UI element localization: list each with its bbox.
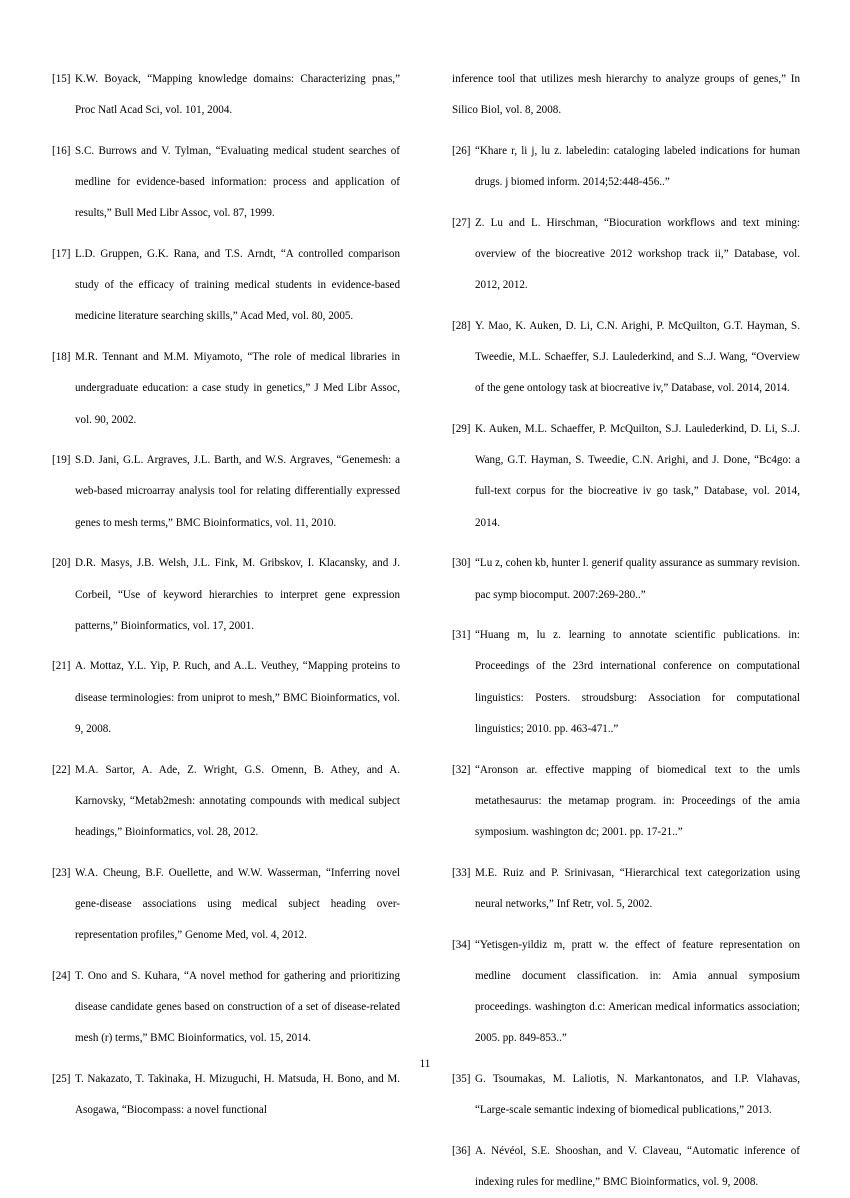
reference-text: “Aronson ar. effective mapping of biomedical text to the umls metathesaurus: the metamap program. in: Proceedings of the amia symposium. washington dc; 2001. pp. 17-21..” xyxy=(475,763,800,838)
left-column xyxy=(52,64,400,1117)
reference-text: M.A. Sartor, A. Ade, Z. Wright, G.S. Omenn, B. Athey, and A. Karnovsky, “Metab2mesh: annotating compounds with medical subject headings,” Bioinformatics, vol. 28, 2012. xyxy=(75,763,400,838)
reference-entry xyxy=(452,311,800,405)
reference-entry xyxy=(452,136,800,198)
reference-text: “Huang m, lu z. learning to annotate scientific publications. in: Proceedings of the 23rd international conference on computational linguistics: Posters. stroudsburg: Association for computational linguistics; 2010. pp. 463-471..” xyxy=(475,629,800,735)
reference-label: [36] xyxy=(452,1144,471,1157)
two-column-body xyxy=(52,64,800,1188)
reference-entry xyxy=(52,548,400,642)
reference-label: [17] xyxy=(52,248,71,261)
reference-text: “Lu z, cohen kb, hunter l. generif quality assurance as summary revision. pac symp biocomput. 2007:269-280..” xyxy=(475,557,800,601)
reference-label: [29] xyxy=(452,423,471,436)
reference-text: A. Névéol, S.E. Shooshan, and V. Claveau, “Automatic inference of indexing rules for medline,” BMC Bioinformatics, vol. 9, 2008. xyxy=(475,1144,800,1188)
reference-text: A. Mottaz, Y.L. Yip, P. Ruch, and A..L. Veuthey, “Mapping proteins to disease terminologies: from uniprot to mesh,” BMC Bioinformatics, vol. 9, 2008. xyxy=(75,660,400,735)
reference-label: [32] xyxy=(452,763,471,776)
reference-text: “Yetisgen-yildiz m, pratt w. the effect of feature representation on medline document classification. in: Amia annual symposium proceedings. washington d.c: American medical informatics association; 2005. pp. 849-853..” xyxy=(475,938,800,1045)
reference-entry xyxy=(452,1136,800,1198)
reference-entry xyxy=(52,755,400,849)
reference-label: [27] xyxy=(452,216,471,229)
reference-entry xyxy=(52,1064,400,1126)
reference-label: [26] xyxy=(452,144,471,157)
reference-text: S.C. Burrows and V. Tylman, “Evaluating medical student searches of medline for evidence-based information: process and application of results,” Bull Med Libr Assoc, vol. 87, 1999. xyxy=(75,144,400,220)
reference-label: [22] xyxy=(52,763,71,776)
reference-text: Z. Lu and L. Hirschman, “Biocuration workflows and text mining: overview of the biocreative 2012 workshop track ii,” Database, vol. 2012, 2012. xyxy=(475,216,800,292)
reference-text: S.D. Jani, G.L. Argraves, J.L. Barth, and W.S. Argraves, “Genemesh: a web-based microarray analysis tool for relating differentially expressed genes to mesh terms,” BMC Bioinformatics, vol. 11, 2010. xyxy=(75,454,400,529)
reference-entry xyxy=(52,136,400,230)
reference-entry xyxy=(52,858,400,952)
reference-text: Y. Mao, K. Auken, D. Li, C.N. Arighi, P. McQuilton, G.T. Hayman, S. Tweedie, M.L. Schaeffer, S.J. Laulederkind, and S..J. Wang, “Overview of the gene ontology task at biocreative iv,” Database, vol. 2014, 2014. xyxy=(475,319,800,395)
reference-label: [24] xyxy=(52,969,71,982)
reference-text: K. Auken, M.L. Schaeffer, P. McQuilton, S.J. Laulederkind, D. Li, S..J. Wang, G.T. Hayman, S. Tweedie, C.N. Arighi, and J. Done, “Bc4go: a full-text corpus for the biocreative iv go task,” Database, vol. 2014, 2014. xyxy=(475,423,800,529)
reference-entry xyxy=(52,64,400,126)
reference-entry xyxy=(452,414,800,539)
reference-label: [25] xyxy=(52,1072,71,1085)
reference-entry xyxy=(52,961,400,1055)
reference-entry xyxy=(52,445,400,539)
reference-text: T. Ono and S. Kuhara, “A novel method for gathering and prioritizing disease candidate genes based on construction of a set of disease-related mesh (r) terms,” BMC Bioinformatics, vol. 15, 2014. xyxy=(75,969,400,1045)
reference-label: [23] xyxy=(52,866,71,879)
reference-entry xyxy=(52,651,400,745)
reference-entry xyxy=(452,755,800,849)
reference-text: D.R. Masys, J.B. Welsh, J.L. Fink, M. Gribskov, I. Klacansky, and J. Corbeil, “Use of keyword hierarchies to interpret gene expression patterns,” Bioinformatics, vol. 17, 2001. xyxy=(75,557,400,632)
reference-label: [30] xyxy=(452,557,471,570)
reference-entry xyxy=(452,1064,800,1126)
reference-text: T. Nakazato, T. Takinaka, H. Mizuguchi, H. Matsuda, H. Bono, and M. Asogawa, “Biocompass: a novel functional xyxy=(75,1072,400,1117)
reference-label: [16] xyxy=(52,144,71,157)
reference-entry xyxy=(452,208,800,302)
right-column xyxy=(452,64,800,1188)
reference-text: M.R. Tennant and M.M. Miyamoto, “The role of medical libraries in undergraduate education: a case study in genetics,” J Med Libr Assoc, vol. 90, 2002. xyxy=(75,351,400,426)
reference-label: [35] xyxy=(452,1072,471,1085)
reference-label: [19] xyxy=(52,454,71,467)
reference-label: [31] xyxy=(452,629,471,642)
reference-label: [15] xyxy=(52,73,71,85)
reference-continuation xyxy=(452,64,800,126)
reference-entry xyxy=(52,342,400,436)
reference-text: W.A. Cheung, B.F. Ouellette, and W.W. Wasserman, “Inferring novel gene-disease associations using medical subject heading over-representation profiles,” Genome Med, vol. 4, 2012. xyxy=(75,866,400,942)
reference-text: L.D. Gruppen, G.K. Rana, and T.S. Arndt, “A controlled comparison study of the efficacy of training medical students in evidence-based medicine literature searching skills,” Acad Med, vol. 80, 2005. xyxy=(75,248,400,323)
reference-entry xyxy=(52,239,400,333)
reference-label: [28] xyxy=(452,319,471,332)
reference-entry xyxy=(452,930,800,1055)
reference-label: [20] xyxy=(52,557,71,570)
reference-entry xyxy=(452,620,800,745)
reference-label: [21] xyxy=(52,660,71,673)
reference-text: K.W. Boyack, “Mapping knowledge domains: Characterizing pnas,” Proc Natl Acad Sci, vol. 101, 2004. xyxy=(75,73,400,117)
page-number: 11 xyxy=(419,1058,431,1070)
reference-label: [18] xyxy=(52,351,71,364)
reference-entry xyxy=(452,548,800,610)
reference-entry xyxy=(452,858,800,920)
reference-label: [33] xyxy=(452,866,471,879)
reference-text: inference tool that utilizes mesh hierarchy to analyze groups of genes,” In Silico Biol, vol. 8, 2008. xyxy=(452,73,800,117)
reference-text: M.E. Ruiz and P. Srinivasan, “Hierarchical text categorization using neural networks,” Inf Retr, vol. 5, 2002. xyxy=(475,866,800,910)
reference-text: “Khare r, li j, lu z. labeledin: cataloging labeled indications for human drugs. j biomed inform. 2014;52:448-456..” xyxy=(475,144,800,189)
reference-label: [34] xyxy=(452,938,471,951)
reference-text: G. Tsoumakas, M. Laliotis, N. Markantonatos, and I.P. Vlahavas, “Large-scale semantic indexing of biomedical publications,” 2013. xyxy=(475,1072,800,1117)
